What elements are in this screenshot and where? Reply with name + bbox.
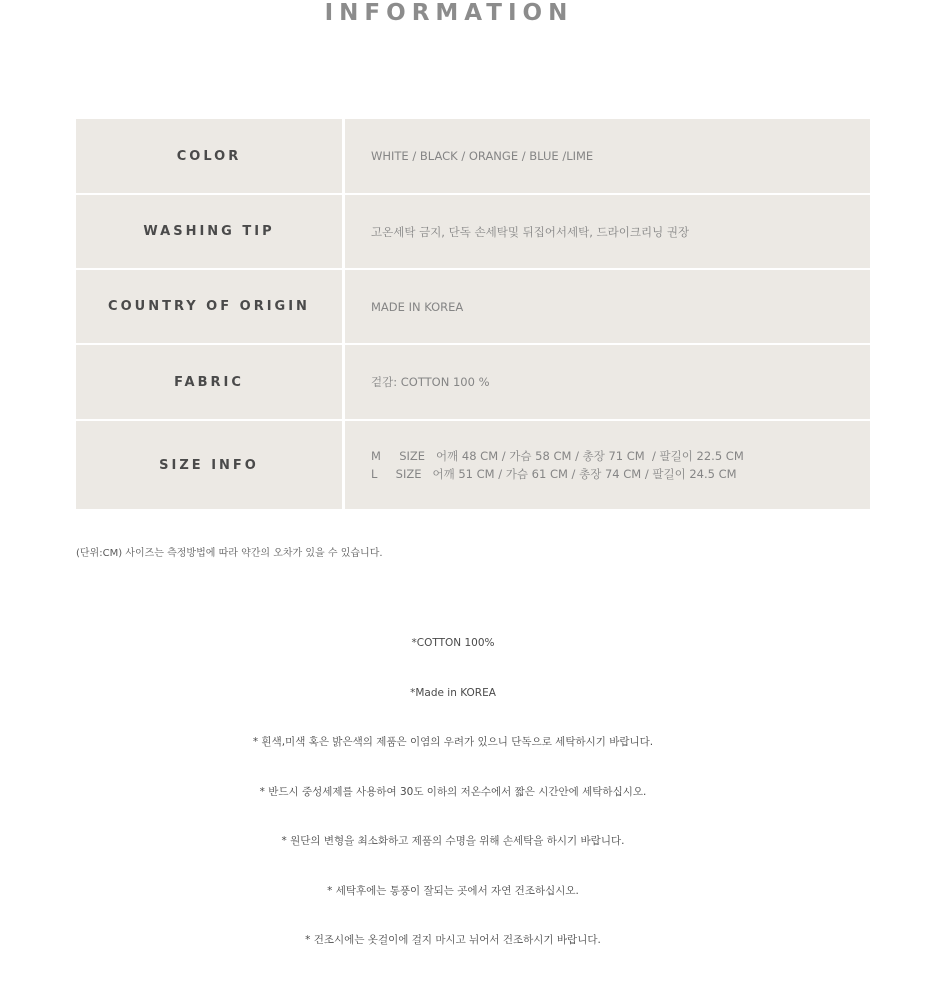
- row-label: WASHING TIP: [76, 195, 345, 268]
- care-instruction-item: *Made in KOREA: [410, 686, 496, 699]
- row-value-line: L SIZE 어깨 51 CM / 가슴 61 CM / 총장 74 CM / 팔길이 24.5 CM: [371, 467, 737, 481]
- care-instruction-item: * 세탁후에는 통풍이 잘되는 곳에서 자연 건조하십시오.: [327, 884, 579, 897]
- table-row-fabric: [76, 345, 870, 421]
- row-value-line: M SIZE 어깨 48 CM / 가슴 58 CM / 총장 71 CM / 팔길이 22.5 CM: [371, 449, 744, 463]
- care-instruction-item: * 흰색,미색 혹은 밝은색의 제품은 이염의 우려가 있으니 단독으로 세탁하시기 바랍니다.: [252, 736, 654, 748]
- row-value-line: MADE IN KOREA: [371, 299, 464, 314]
- table-row-washing-tip: [76, 195, 870, 270]
- care-instruction-item: * 반드시 중성세제를 사용하여 30도 이하의 저온수에서 짧은 시간안에 세탁하십시오.: [259, 785, 647, 798]
- product-info-table: [76, 119, 870, 509]
- row-value: [345, 119, 870, 193]
- page-title: INFORMATION: [324, 0, 574, 26]
- row-value: [345, 345, 870, 419]
- table-row-country-of-origin: [76, 270, 870, 345]
- care-instructions: [0, 635, 906, 982]
- row-value: [345, 195, 870, 268]
- row-value-line: WHITE / BLACK / ORANGE / BLUE /LIME: [371, 149, 594, 163]
- care-instruction-item: * 건조시에는 옷걸이에 걸지 마시고 뉘어서 건조하시기 바랍니다.: [305, 934, 601, 946]
- row-label: FABRIC: [76, 345, 345, 419]
- row-label: SIZE INFO: [76, 421, 345, 509]
- row-value: [345, 421, 870, 509]
- row-value-line: 고온세탁 금지, 단독 손세탁및 뒤집어서세탁, 드라이크리닝 권장: [371, 224, 690, 239]
- row-label: COLOR: [76, 119, 345, 193]
- care-instruction-item: * 원단의 변형을 최소화하고 제품의 수명을 위해 손세탁을 하시기 바랍니다.: [281, 835, 625, 847]
- size-note: (단위:CM) 사이즈는 측정방법에 따라 약간의 오차가 있을 수 있습니다.: [76, 548, 383, 559]
- row-value: [345, 270, 870, 343]
- row-value-line: 겉감: COTTON 100 %: [371, 375, 490, 389]
- table-row-color: [76, 119, 870, 195]
- care-instruction-item: *COTTON 100%: [411, 637, 495, 649]
- table-row-size-info: [76, 421, 870, 509]
- row-label: COUNTRY OF ORIGIN: [76, 270, 345, 343]
